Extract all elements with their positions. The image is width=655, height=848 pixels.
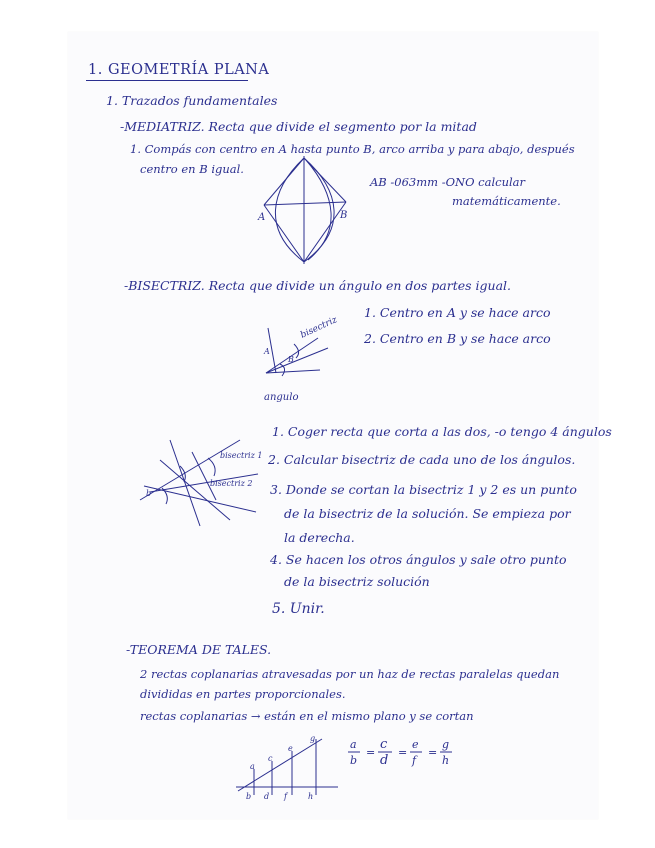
rectas-step4-line2: de la bisectriz solución (284, 574, 430, 589)
label-bottom-d: d (264, 792, 270, 801)
arc-2 (208, 458, 215, 476)
label-bisectriz-2: bisectriz 2 (210, 479, 253, 488)
formula-d: d (380, 753, 389, 768)
mediatriz-heading: -MEDIATRIZ. Recta que divide el segmento por la mitad (120, 119, 477, 134)
tales-heading: -TEOREMA DE TALES. (126, 642, 272, 657)
label-a: A (264, 347, 270, 356)
label-top-a: a (250, 762, 255, 771)
bisectriz-figure (258, 315, 358, 408)
rectas-step2: 2. Calcular bisectriz de cada uno de los ángulos. (268, 452, 576, 467)
mediatriz-note-line2: matemáticamente. (452, 194, 561, 208)
label-top-e: e (288, 744, 293, 753)
label-b: B (340, 210, 348, 221)
transversal (170, 440, 200, 526)
tales-line1: 2 rectas coplanarias atravesadas por un haz de rectas paralelas quedan (140, 667, 560, 681)
equals-3: = (428, 746, 438, 759)
guide-a-top (264, 158, 304, 205)
label-bisectriz-1: bisectriz 1 (220, 451, 263, 460)
label-bottom-b: b (246, 792, 252, 801)
subsection-title: 1. Trazados fundamentales (106, 93, 278, 108)
label-bottom-h: h (308, 792, 314, 801)
guide-b-top (304, 158, 346, 202)
rectas-step3-line2: de la bisectriz de la solución. Se empieza por (284, 506, 571, 521)
angle-side-2 (266, 370, 320, 373)
guide-a-bottom (264, 205, 304, 262)
tales-line3: rectas coplanarias → están en el mismo plano y se cortan (140, 709, 474, 723)
arc-crossing (294, 344, 299, 358)
tales-line2: divididas en partes proporcionales. (140, 687, 346, 701)
formula-h: h (442, 754, 450, 767)
label-a: A (258, 212, 266, 223)
tales-formula (346, 736, 466, 768)
mediatriz-figure (250, 150, 360, 270)
label-b: b (146, 489, 152, 498)
rectas-figure (130, 430, 270, 530)
rectas-step5: 5. Unir. (272, 601, 325, 617)
formula-c: c (380, 737, 388, 752)
mediatriz-note-line1: AB -063mm -ONO calcular (370, 175, 526, 189)
bisectriz-step2: 2. Centro en B y se hace arco (364, 331, 551, 346)
formula-g: g (442, 738, 450, 751)
label-bottom-f: f (284, 792, 287, 801)
label-b: B (288, 355, 294, 364)
rectas-step1: 1. Coger recta que corta a las dos, -o tengo 4 ángulos (272, 424, 612, 439)
arc-left (275, 158, 304, 262)
equals-1: = (366, 746, 376, 759)
rectas-step4-line1: 4. Se hacen los otros ángulos y sale otro punto (270, 552, 567, 567)
bisectriz-step1: 1. Centro en A y se hace arco (364, 305, 551, 320)
mediatriz-step1-line1: 1. Compás con centro en A hasta punto B, arco arriba y para abajo, después (130, 142, 575, 156)
label-top-g: g (310, 734, 316, 743)
formula-a: a (350, 738, 357, 751)
formula-e: e (412, 738, 419, 751)
rectas-step3-line1: 3. Donde se cortan la bisectriz 1 y 2 es un punto (270, 482, 577, 497)
label-bisectriz: bisectriz (299, 315, 339, 341)
bisectriz-heading: -BISECTRIZ. Recta que divide un ángulo en dos partes igual. (124, 278, 511, 293)
equals-2: = (398, 746, 408, 759)
arc-right-2 (306, 160, 331, 260)
mediatriz-step1-line2: centro en B igual. (140, 162, 244, 176)
formula-b: b (350, 754, 358, 767)
rectas-step3-line3: la derecha. (284, 530, 355, 545)
section-title-underline (86, 80, 248, 81)
label-angulo: angulo (264, 392, 299, 403)
section-title: 1. GEOMETRÍA PLANA (88, 62, 270, 78)
tales-figure (232, 733, 342, 801)
formula-f: f (412, 754, 417, 767)
guide-1 (192, 452, 216, 500)
label-top-c: c (268, 754, 273, 763)
